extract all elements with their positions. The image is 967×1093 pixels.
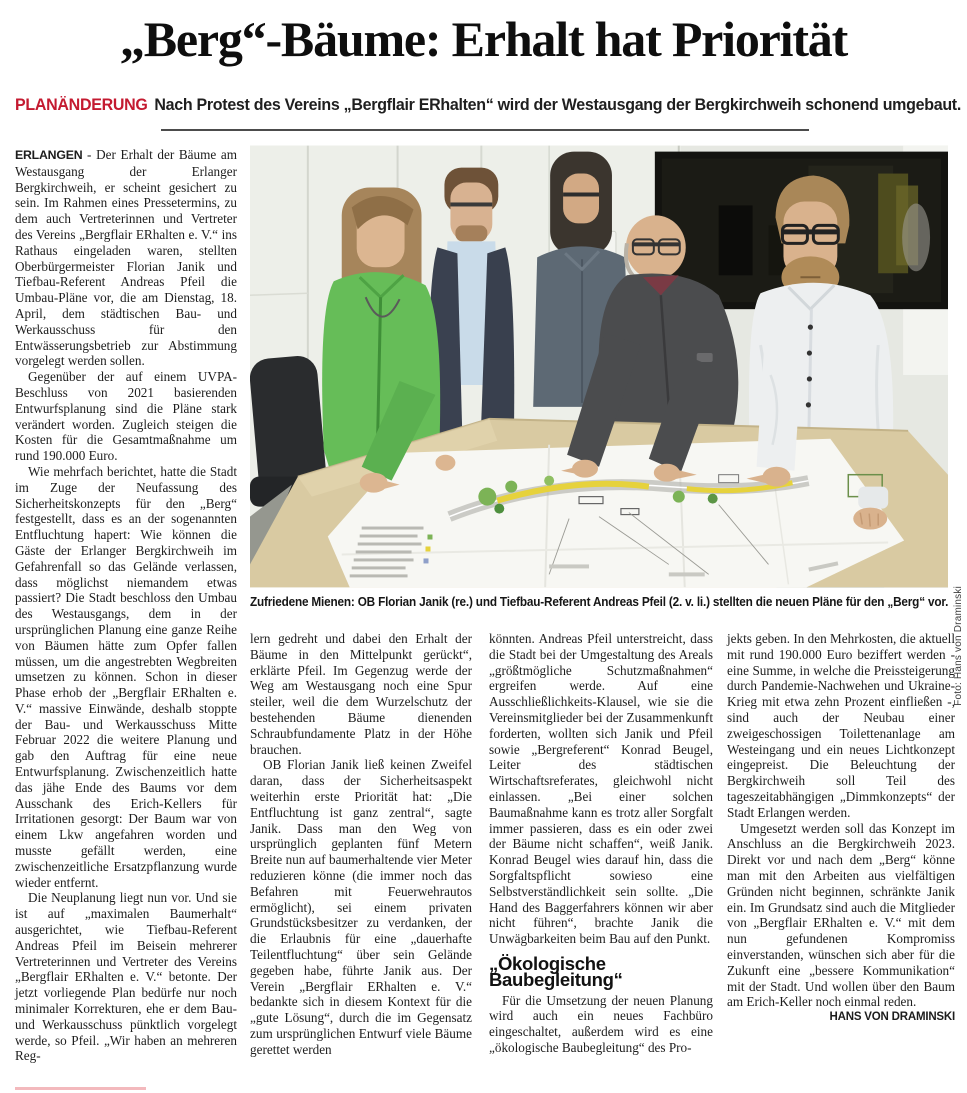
- article-paragraph: jekts geben. In den Mehrkosten, die aktuell mit rund 190.000 Euro beziffert werden - eine Summe, in welche die Preissteigerung durch Pandemie-Nachwehen und Ukraine-Krieg mit etwa zehn Prozent einfließen -, sind auch der Neubau einer zweigeschossigen Toilettenanlage am Westeingang und ein neues Lichtkonzept eingepreist. Die Beleuchtung der Bergkirchweih soll Teil des tageszeitabhängigen „Dimmkonzepts“ der Stadt Erlangen werden.: [727, 631, 955, 820]
- article-headline: „Berg“-Bäume: Erhalt hat Priorität: [119, 11, 848, 67]
- article-paragraph: [15, 147, 237, 369]
- kicker-label: PLANÄNDERUNG: [15, 96, 148, 114]
- article-paragraph: lern gedreht und dabei den Erhalt der Bäume in den Mittelpunkt gerückt“, erklärte Pfeil. Im Gegenzug werde der Weg am Westausgang noch eine Spur steiler, weil die dem Wurzelschutz der bestehenden Bäume dienenden Schraubfundamente Platz in der Höhe brauchen.: [250, 631, 472, 757]
- photo-credit-text: Foto: Hans von Draminski: [953, 586, 964, 706]
- article-paragraph: könnten. Andreas Pfeil unterstreicht, dass die Stadt bei der Umgestaltung des Areals „größtmögliche Schutzmaßnahmen“ ergreifen werde. Auf eine Ausschließlichkeits-Klausel, wie sie die Vereinsmitglieder bei der Zusammenkunft forderten, wollten sich Janik und Pfeil sowie „Bergreferent“ Konrad Beugel, Leiter des städtischen Wirtschaftsreferates, gleichwohl nicht einlassen. „Bei einer solchen Baumaßnahme kann es trotz aller Sorgfalt immer passieren, dass es ein oder zwei der Bäume nicht schaffen“, weiß Janik. Konrad Beugel wies darauf hin, dass die Sorgfaltspflicht sowieso eine Selbstverständlichkeit sein sollte. „Die Hand des Baggerfahrers können wir aber nicht führen“, brachte Janik die Unwägbarkeiten beim Bau auf den Punkt.: [489, 631, 713, 947]
- article-paragraph: Für die Umsetzung der neuen Planung wird auch ein neues Fachbüro eingeschaltet, außerdem wird es eine „ökologische Baubegleitung“ des Pro-: [489, 992, 713, 1055]
- construction-plan-sheet: [328, 439, 904, 588]
- paragraph-text: - Der Erhalt der Bäume am Westausgang der Erlanger Bergkirchweih, er scheint gesichert zu sein. Im Rahmen eines Pressetermins, zu dem auch Vertreterinnen und Vertreter des Vereins „Bergflair ERhalten e. V.“ ins Rathaus eingeladen waren, stellten Oberbürgermeister Florian Janik und Tiefbau-Referent Andreas Pfeil die Umbau-Pläne vor, die am Dienstag, 18. April, dem städtischen Bau- und Werkausschuss für den Entwässerungsbetrieb zur Abstimmung vorgelegt werden sollen.: [15, 147, 237, 369]
- article-column-4: [727, 631, 955, 1026]
- subheading: „Ökologische Baubegleitung“: [489, 952, 623, 990]
- photo-credit: [948, 145, 966, 706]
- photo-illustration: [250, 145, 948, 588]
- article-paragraph: Wie mehrfach berichtet, hatte die Stadt im Zuge der Neufassung des Sicherheitskonzepts für den „Berg“ festgestellt, dass es an der sogenannten Entfluchtung hapert: Wie können die Gäste der Erlanger Bergkirchweih im Gefahrenfall so das Gelände verlassen, dass möglichst niemandem etwas passiert? Die Stadt beschloss den Umbau des Westausgangs, dem in der ursprünglichen Planung eine ganze Reihe von Bäumen hätte zum Opfer fallen müssen, um die angestrebten Wegbreiten umsetzen zu können. Schon in dieser Phase erhob der „Bergflair ERhalten e. V.“ massive Einwände, deshalb stoppte der Bau- und Werkausschuss Mitte Februar 2022 die weitere Planung und gab den Auftrag für eine neue Entwurfsplanung. Zwischenzeitlich hatte das jähe Ende des Baums vor dem Ausschank des Erich-Kellers für Irritationen gesorgt: Der Baum war von einem Lkw angefahren worden und musste gefällt werden, eine zwischenzeitliche Ersatzpflanzung wurde wieder entfernt.: [15, 463, 237, 890]
- article-paragraph: Gegenüber der auf einem UVPA-Beschluss von 2021 basierenden Entwurfsplanung sind die Pläne stark verändert worden. Zugleich steigen die Kosten für die Gesamtmaßnahme um rund 190.000 Euro.: [15, 369, 237, 464]
- article-paragraph: Die Neuplanung liegt nun vor. Und sie ist auf „maximalen Baumerhalt“ ausgerichtet, wie Tiefbau-Referent Andreas Pfeil im Beisein mehrerer Vertreterinnen und Vertreter des Vereins „Bergflair ERhalten e. V.“ betonte. Der jetzt vorliegende Plan bedürfe nur noch minimaler Korrekturen, ehe er dem Bau- und Werkausschuss pünktlich vorgelegt werde, so Pfeil. „Wir haben an mehreren Reg-: [15, 890, 237, 1064]
- article-paragraph: [727, 820, 955, 1024]
- kicker-text: Nach Protest des Vereins „Bergflair ERhalten“ wird der Westausgang der Bergkirchweih schonend umgebaut.: [154, 96, 962, 114]
- article-column-1: [15, 147, 237, 1064]
- article-photo: [250, 145, 948, 588]
- article-kicker: [15, 96, 962, 115]
- article-column-3: [489, 631, 713, 1056]
- paragraph-text: Umgesetzt werden soll das Konzept im Anschluss an die Bergkirchweih 2023. Direkt vor und nach dem „Berg“ könne man mit den Arbeiten aus vielfältigen Gründen nicht beginnen, schränkte Janik ein. Im Grundsatz sind auch die Mitglieder von „Bergflair ERhalten e. V.“ mit dem nun gefundenen Kompromiss einverstanden, wünschen sich aber für die Zukunft eine „bessere Kommunikation“ mit der Stadt. Und wollen über den Baum am Erich-Keller noch einmal reden.: [727, 820, 955, 1010]
- photo-caption: Zufriedene Mienen: OB Florian Janik (re.) und Tiefbau-Referent Andreas Pfeil (2. v. li.) stellten die neuen Pläne für den „Berg“ vor.: [250, 594, 949, 609]
- author-byline: HANS VON DRAMINSKI: [829, 1011, 955, 1024]
- headline-divider-rule: [161, 129, 809, 131]
- page-bottom-rule: [15, 1087, 146, 1090]
- dateline: ERLANGEN: [15, 148, 83, 162]
- article-paragraph: OB Florian Janik ließ keinen Zweifel daran, dass der Sicherheitsaspekt weiterhin erste Priorität hat: „Die Entfluchtung ist ganz zentral“, sagte Janik. Dass man den Weg von ursprünglich geplanten fünf Metern Breite nun auf baumerhaltende vier Meter reduzieren könne (die immer noch das Befahren mit Feuerwehrautos ermöglicht), sei einem privaten Grundstücksbesitzer zu verdanken, der die Erlaubnis für eine „dauerhafte Teilentfluchtung“ über sein Gelände gegeben habe, führte Janik aus. Der Verein „Bergflair ERhalten e. V.“ bedankte sich in diesem Kontext für die „gute Lösung“, durch die im Gegensatz zum ursprünglichen Entwurf viele Bäume gerettet werden: [250, 757, 472, 1057]
- article-column-2: [250, 631, 472, 1058]
